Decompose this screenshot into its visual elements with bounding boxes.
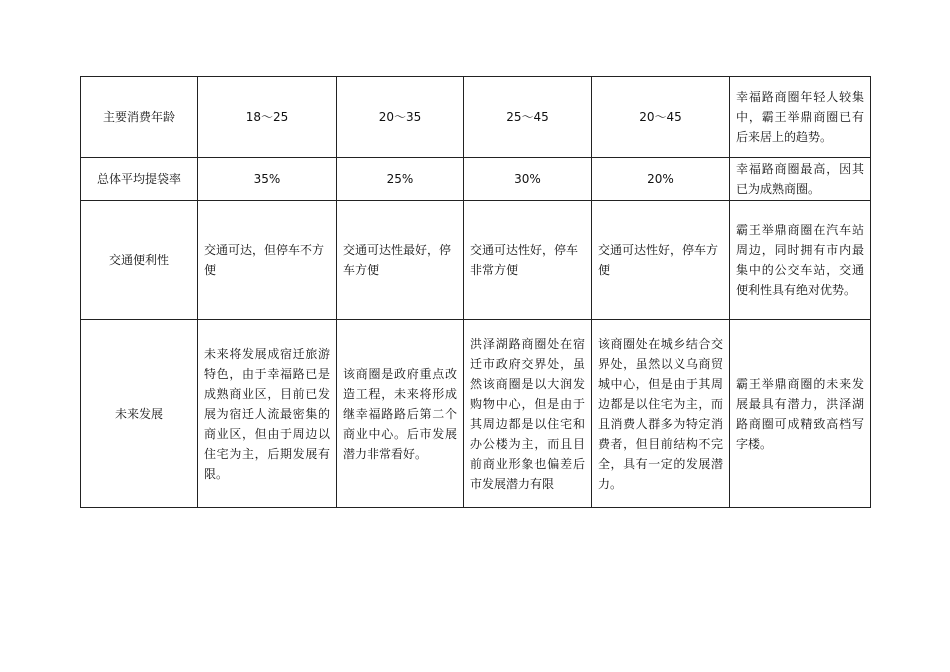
- row-label: 总体平均提袋率: [81, 158, 198, 201]
- row-label: 交通便利性: [81, 201, 198, 320]
- table-cell: 18～25: [198, 77, 337, 158]
- row-note: 幸福路商圈年轻人较集中，霸王举鼎商圈已有后来居上的趋势。: [730, 77, 871, 158]
- table-row-future: [81, 320, 871, 508]
- row-note: 霸王举鼎商圈在汽车站周边，同时拥有市内最集中的公交车站，交通便利性具有绝对优势。: [730, 201, 871, 320]
- comparison-table: [80, 76, 871, 508]
- table-cell: 20%: [592, 158, 730, 201]
- table-cell: 该商圈处在城乡结合交界处，虽然以义乌商贸城中心，但是由于其周边都是以住宅为主，而且消费人群多为特定消费者，但目前结构不完全，具有一定的发展潜力。: [592, 320, 730, 508]
- table-cell: 交通可达，但停车不方便: [198, 201, 337, 320]
- table-cell: 洪泽湖路商圈处在宿迁市政府交界处，虽然该商圈是以大润发购物中心，但是由于其周边都是以住宅和办公楼为主，而且目前商业形象也偏差后市发展潜力有限: [464, 320, 592, 508]
- table-cell: 未来将发展成宿迁旅游特色，由于幸福路已是成熟商业区，目前已发展为宿迁人流最密集的商业区，但由于周边以住宅为主，后期发展有限。: [198, 320, 337, 508]
- table-cell: 20～35: [337, 77, 464, 158]
- table-row-bag-rate: [81, 158, 871, 201]
- table-row-transport: [81, 201, 871, 320]
- table-cell: 25%: [337, 158, 464, 201]
- row-note: 霸王举鼎商圈的未来发展最具有潜力，洪泽湖路商圈可成精致高档写字楼。: [730, 320, 871, 508]
- table-cell: 交通可达性最好，停车方便: [337, 201, 464, 320]
- row-note: 幸福路商圈最高，因其已为成熟商圈。: [730, 158, 871, 201]
- table-cell: 35%: [198, 158, 337, 201]
- table-cell: 20～45: [592, 77, 730, 158]
- row-label: 未来发展: [81, 320, 198, 508]
- table-cell: 交通可达性好，停车方便: [592, 201, 730, 320]
- table-cell: 25～45: [464, 77, 592, 158]
- table-cell: 交通可达性好，停车非常方便: [464, 201, 592, 320]
- table-row-consumer-age: [81, 77, 871, 158]
- table-cell: 30%: [464, 158, 592, 201]
- row-label: 主要消费年龄: [81, 77, 198, 158]
- table-cell: 该商圈是政府重点改造工程，未来将形成继幸福路路后第二个商业中心。后市发展潜力非常看好。: [337, 320, 464, 508]
